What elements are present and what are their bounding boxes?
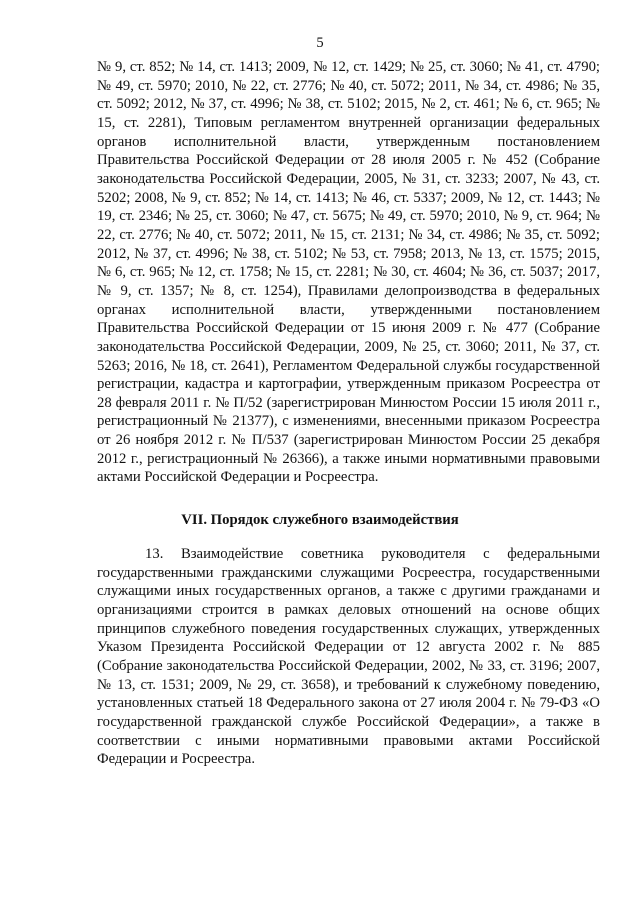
- paragraph-13-interaction: 13. Взаимодействие советника руководителя с федеральными государственными гражданскими служащими Росреестра, государственными служащими иных государственных органов, а также с другими гражданами и организациями строится в рамках деловых отношений на основе общих принципов служебного поведения государственных служащих, утвержденных Указом Президента Российской Федерации от 12 августа 2002 г. № 885 (Собрание законодательства Российской Федерации, 2002, № 33, ст. 3196; 2007, № 13, ст. 1531; 2009, № 29, ст. 3658), и требований к служебному поведению, установленных статьей 18 Федерального закона от 27 июля 2004 г. № 79-ФЗ «О государственной гражданской службе Российской Федерации», а также в соответствии с иными нормативными правовыми актами Российской Федерации и Росреестра.: [97, 546, 600, 768]
- section-heading: VII. Порядок служебного взаимодействия: [181, 512, 459, 528]
- page-number: 5: [316, 35, 324, 51]
- paragraph-regulations-references: № 9, ст. 852; № 14, ст. 1413; 2009, № 12, ст. 1429; № 25, ст. 3060; № 41, ст. 4790; № 49, ст. 5970; 2010, № 22, ст. 2776; № 40, ст. 5072; 2011, № 34, ст. 4986; № 35, ст. 5092; 2012, № 37, ст. 4996; № 38, ст. 5102; 2015, № 2, ст. 461; № 6, ст. 965; № 15, ст. 2281), Типовым регламентом внутренней организации федеральных органов исполнительной власти, утвержденным постановлением Правительства Российской Федерации от 28 июля 2005 г. № 452 (Собрание законодательства Российской Федерации, 2005, № 31, ст. 3233; 2007, № 43, ст. 5202; 2008, № 9, ст. 852; № 14, ст. 1413; № 46, ст. 5337; 2009, № 12, ст. 1443; № 19, ст. 2346; № 25, ст. 3060; № 47, ст. 5675; № 49, ст. 5970; 2010, № 9, ст. 964; № 22, ст. 2776; № 40, ст. 5072; 2011, № 15, ст. 2131; № 34, ст. 4986; № 35, ст. 5092; 2012, № 37, ст. 4996; № 38, ст. 5102; № 53, ст. 7958; 2013, № 13, ст. 1575; 2015, № 6, ст. 965; № 12, ст. 1758; № 15, ст. 2281; № 30, ст. 4604; № 36, ст. 5037; 2017, № 9, ст. 1357; № 8, ст. 1254), Правилами делопроизводства в федеральных органах исполнительной власти, утвержденными постановлением Правительства Российской Федерации от 15 июня 2009 г. № 477 (Собрание законодательства Российской Федерации, 2009, № 25, ст. 3060; 2011, № 37, ст. 5263; 2016, № 18, ст. 2641), Регламентом Федеральной службы государственной регистрации, кадастра и картографии, утвержденным приказом Росреестра от 28 февраля 2011 г. № П/52 (зарегистрирован Минюстом России 15 июля 2011 г., регистрационный № 21377), с изменениями, внесенными приказом Росреестра от 26 ноября 2012 г. № П/537 (зарегистрирован Минюстом России 25 декабря 2012 г., регистрационный № 26366), а также иными нормативными правовыми актами Российской Федерации и Росреестра.: [97, 59, 600, 486]
